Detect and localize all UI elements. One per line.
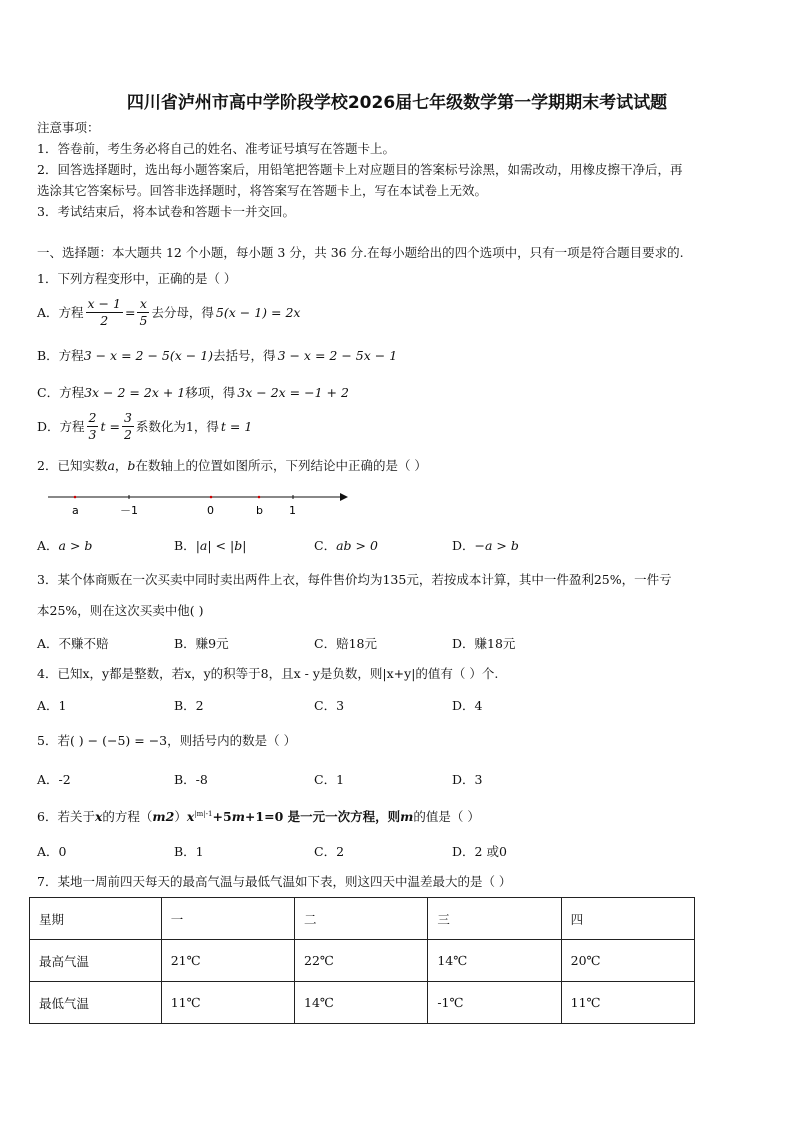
- label-1: 1: [289, 504, 296, 517]
- q6-stem-mid: 的方程（: [102, 809, 153, 825]
- q2-option-b: [174, 536, 246, 554]
- q4-option-c: C．3: [314, 698, 345, 713]
- q1-d-t-equals: t =: [100, 418, 120, 434]
- q1-c-label: C．方程: [37, 385, 85, 400]
- question-1-stem: 1．下列方程变形中，正确的是（ ）: [37, 271, 237, 286]
- q6-var-m: m: [231, 809, 245, 825]
- q5-option-a: A．-2: [37, 772, 71, 787]
- table-cell: 11℃: [561, 982, 694, 1024]
- question-3-line-2: 本25%，则在这次买卖中他( ): [37, 603, 204, 618]
- q1-b-equation: 3 − x = 2 − 5(x − 1): [83, 348, 214, 363]
- notice-item-2-cont: 选涂其它答案标号。回答非选择题时，将答案写在答题卡上，写在本试卷上无效。: [37, 183, 488, 198]
- tick-b: [258, 496, 261, 499]
- q1-option-c: [37, 384, 349, 402]
- q1-a-result: 5(x − 1) = 2x: [215, 304, 301, 320]
- q2-var-a: a: [107, 458, 115, 473]
- q1-a-equals: =: [124, 304, 136, 320]
- tick-0: [210, 496, 213, 499]
- q1-b-result: 3 − x = 2 − 5x − 1: [277, 348, 398, 363]
- q1-d-den1: 3: [88, 427, 97, 442]
- q5-expression: ( ) − (−5) = −3: [69, 733, 168, 748]
- tick-a: [74, 496, 77, 499]
- q1-b-label: B．方程: [37, 348, 84, 363]
- q6-var-m-b: m: [400, 809, 414, 825]
- q1-d-label: D．方程: [37, 418, 85, 434]
- question-5-stem: [37, 732, 296, 750]
- table-row: [30, 898, 695, 940]
- table-cell: -1℃: [428, 982, 561, 1024]
- q6-exponent: |m|-1: [194, 810, 213, 818]
- table-cell: 最低气温: [30, 982, 162, 1024]
- q4-option-b: B．2: [174, 698, 204, 713]
- q5-stem-pre: 5．若: [37, 733, 70, 748]
- q3-option-a: A．不赚不赔: [37, 636, 109, 651]
- table-cell: 11℃: [161, 982, 294, 1024]
- question-6-stem: [37, 805, 480, 826]
- q3-option-b: B．赚9元: [174, 636, 229, 651]
- label-a: a: [72, 504, 79, 517]
- q6-stem-mid4: +1=0 是一元一次方程，则: [244, 809, 401, 825]
- q5-option-d: D．3: [452, 772, 483, 787]
- q5-option-c: C．1: [314, 772, 345, 787]
- q1-option-b: [37, 347, 397, 365]
- q1-c-equation: 3x − 2 = 2x + 1: [84, 385, 186, 400]
- q1-d-fraction-2: [122, 410, 134, 443]
- q6-stem-pre: 6．若关于: [37, 809, 95, 825]
- q1-d-result: t = 1: [220, 418, 253, 434]
- question-2-stem: [37, 457, 427, 475]
- table-cell: 一: [161, 898, 294, 940]
- q1-d-num2: 3: [123, 410, 132, 425]
- temperature-table: [29, 897, 695, 1024]
- q5-option-b: B．-8: [174, 772, 208, 787]
- number-line-figure: [40, 486, 360, 518]
- table-cell: 星期: [30, 898, 162, 940]
- q1-d-den2: 2: [123, 427, 132, 442]
- label-0: 0: [207, 504, 214, 517]
- q1-b-text: 去括号，得: [213, 348, 276, 363]
- table-cell: 四: [561, 898, 694, 940]
- q6-option-c: C．2: [314, 844, 345, 859]
- notice-item-1: 1．答卷前，考生务必将自己的姓名、准考证号填写在答题卡上。: [37, 141, 395, 156]
- q1-option-a: [37, 296, 300, 329]
- question-4-stem: 4．已知x，y都是整数，若x，y的积等于8，且x - y是负数，则|x+y|的值有（ ）个.: [37, 666, 499, 681]
- table-cell: 14℃: [428, 940, 561, 982]
- table-cell: 22℃: [295, 940, 428, 982]
- q2-d-text: −a > b: [474, 538, 519, 553]
- label-neg1: －1: [120, 504, 138, 517]
- q6-stem-post: 的值是（ ）: [413, 809, 480, 825]
- notice-item-3: 3．考试结束后，将本试卷和答题卡一并交回。: [37, 204, 295, 219]
- q1-a-num2: x: [137, 296, 149, 313]
- question-7-stem: 7．某地一周前四天每天的最高气温与最低气温如下表，则这四天中温差最大的是（ ）: [37, 874, 512, 889]
- table-row: [30, 982, 695, 1024]
- q6-var-xv: x: [186, 809, 195, 825]
- q2-stem-post: 在数轴上的位置如图所示，下列结论中正确的是（ ）: [135, 458, 427, 473]
- table-cell: 20℃: [561, 940, 694, 982]
- q1-a-fraction-2: [137, 296, 149, 329]
- label-b: b: [256, 504, 263, 517]
- q1-a-label: A．方程: [37, 304, 84, 320]
- q1-a-text: 去分母，得: [151, 304, 214, 320]
- q2-stem-pre: 2．已知实数: [37, 458, 108, 473]
- q1-d-text: 系数化为1，得: [135, 418, 219, 434]
- q2-b-text: |a| < |b|: [195, 538, 247, 553]
- q2-a-text: a > b: [58, 538, 93, 553]
- q2-d-label: D．: [452, 538, 475, 553]
- q2-c-text: ab > 0: [336, 538, 378, 553]
- q1-c-text: 移项，得: [185, 385, 236, 400]
- q1-d-fraction-1: [87, 410, 99, 443]
- q2-sep: ，: [114, 458, 128, 473]
- notice-item-2: 2．回答选择题时，选出每小题答案后，用铅笔把答题卡上对应题目的答案标号涂黑，如需改动，用橡皮擦干净后，再: [37, 162, 683, 177]
- q6-option-a: A．0: [37, 844, 67, 859]
- q6-stem-mid2: ）: [174, 809, 187, 825]
- q6-option-d: D．2 或0: [452, 844, 507, 859]
- q2-var-b: b: [127, 458, 136, 473]
- q2-b-label: B．: [174, 538, 196, 553]
- q2-option-c: [314, 536, 378, 554]
- table-cell: 二: [295, 898, 428, 940]
- q4-option-a: A．1: [37, 698, 67, 713]
- q6-var-x: x: [94, 809, 103, 825]
- q1-d-num1: 2: [88, 410, 97, 425]
- notice-heading: 注意事项：: [37, 120, 100, 135]
- q2-option-d: [452, 536, 519, 554]
- q1-option-d: [37, 410, 252, 443]
- table-row: [30, 940, 695, 982]
- q6-stem-mid3: +5: [212, 809, 232, 825]
- q2-c-label: C．: [314, 538, 337, 553]
- q2-a-label: A．: [37, 538, 59, 553]
- q3-option-d: D．赚18元: [452, 636, 516, 651]
- q1-a-num1: x − 1: [87, 296, 121, 311]
- q4-option-d: D．4: [452, 698, 483, 713]
- question-3-line-1: 3．某个体商贩在一次买卖中同时卖出两件上衣，每件售价均为135元，若按成本计算，其中一件盈利25%，一件亏: [37, 572, 672, 587]
- exam-title: 四川省泸州市高中学阶段学校2026届七年级数学第一学期期末考试试题: [126, 93, 668, 113]
- table-cell: 三: [428, 898, 561, 940]
- q6-option-b: B．1: [174, 844, 204, 859]
- q1-c-result: 3x − 2x = −1 + 2: [237, 385, 349, 400]
- q5-stem-post: ，则括号内的数是（ ）: [167, 733, 297, 748]
- table-cell: 14℃: [295, 982, 428, 1024]
- table-cell: 最高气温: [30, 940, 162, 982]
- table-cell: 21℃: [161, 940, 294, 982]
- q2-option-a: [37, 536, 92, 554]
- q3-option-c: C．赔18元: [314, 636, 377, 651]
- number-line-arrow-icon: [340, 493, 348, 501]
- section-heading: 一、选择题：本大题共 12 个小题，每小题 3 分，共 36 分.在每小题给出的四个选项中，只有一项是符合题目要求的.: [37, 245, 684, 260]
- q1-a-den1: 2: [100, 313, 109, 328]
- q6-m2: m2: [152, 809, 175, 825]
- q1-a-fraction-1: [86, 296, 123, 329]
- q1-a-den2: 5: [139, 313, 148, 328]
